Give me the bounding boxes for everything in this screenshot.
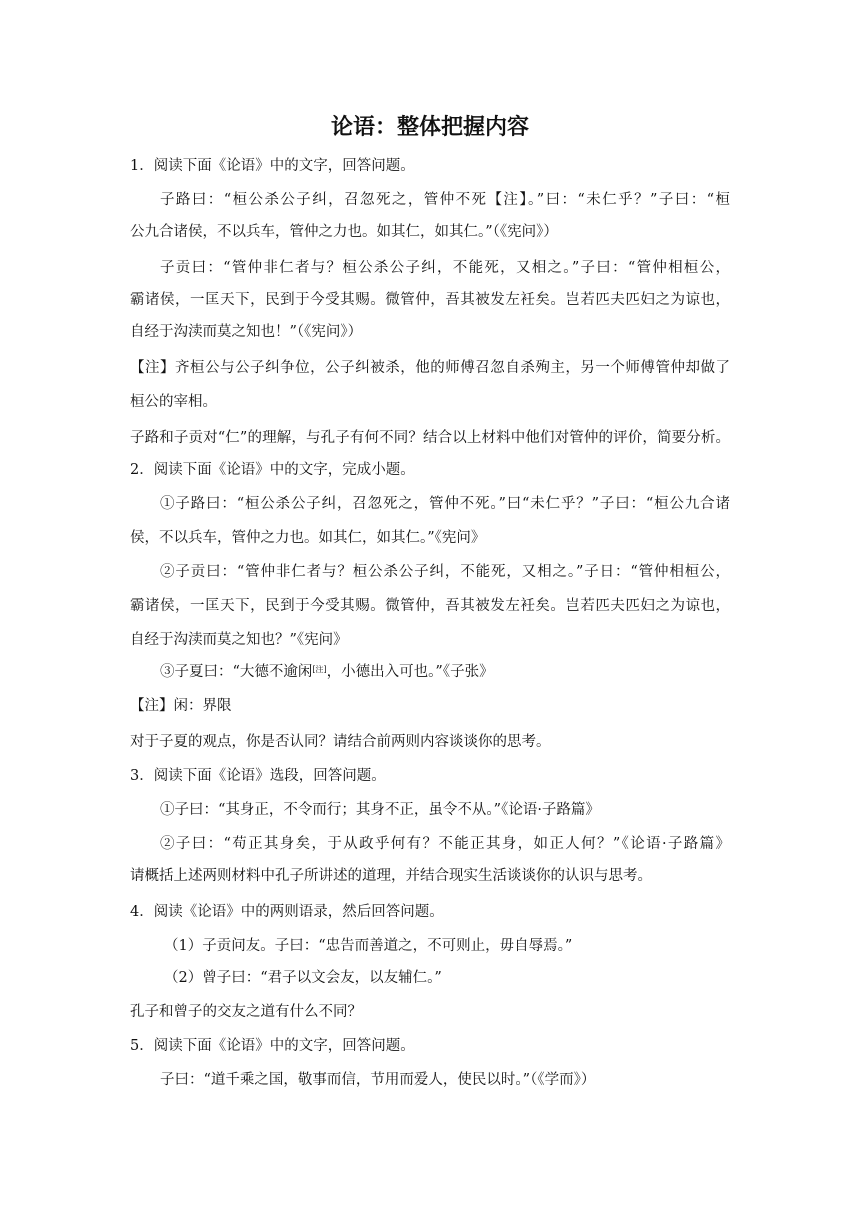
q1-passage-1-line-2: 公九合诸侯，不以兵车，管仲之力也。如其仁，如其仁。”（《宪问》） [130,224,558,240]
q2-question: 对于子夏的观点，你是否认同？请结合前两则内容谈谈你的思考。 [130,734,551,750]
q1-passage-2-line-2: 霸诸侯，一匡天下，民到于今受其赐。微管仲，吾其被发左衽矣。岂若匹夫匹妇之为谅也， [130,292,730,308]
q5-passage: 子曰：“道千乘之国，敬事而信，节用而爱人，使民以时。”（《学而》） [160,1072,596,1088]
q3-passage-2: ②子曰：“苟正其身矣，于从政乎何有？不能正其身，如正人何？”《论语·子路篇》 [160,836,730,852]
q4-quote-1: （1）子贡问友。子曰：“忠告而善道之，不可则止，毋自辱焉。” [164,938,573,954]
q2-passage-3-part-1: ③子夏曰：“大德不逾闲 [160,664,313,680]
q2-note: 【注】闲：界限 [130,698,232,714]
q3-question: 请概括上述两则材料中孔子所讲述的道理，并结合现实生活谈谈你的认识与思考。 [130,868,652,884]
question-2-prompt: 2．阅读下面《论语》中的文字，完成小题。 [130,462,415,478]
q2-passage-1-line-2: 侯，不以兵车，管仲之力也。如其仁，如其仁。”《宪问》 [130,530,486,546]
q1-question: 子路和子贡对“仁”的理解，与孔子有何不同？结合以上材料中他们对管仲的评价，简要分析。 [130,430,730,446]
q1-passage-1-line-1: 子路曰：“桓公杀公子纠，召忽死之，管仲不死【注】。”曰：“未仁乎？”子曰：“桓 [160,192,730,208]
page-title: 论语：整体把握内容 [330,115,529,140]
q2-passage-2-line-1: ②子贡曰：“管仲非仁者与？桓公杀公子纠，不能死，又相之。”子日：“管仲相桓公， [160,564,730,580]
q3-passage-1: ①子曰：“其身正，不令而行；其身不正，虽令不从。”《论语·子路篇》 [160,802,600,818]
q1-note-line-2: 桓公的宰相。 [130,394,217,410]
q2-passage-2-line-3: 自经于沟渎而莫之知也？”《宪问》 [130,632,348,648]
footnote-mark: [注] [312,665,327,674]
question-1-prompt: 1．阅读下面《论语》中的文字，回答问题。 [130,158,415,174]
question-3-prompt: 3．阅读下面《论语》选段，回答问题。 [130,768,386,784]
q2-passage-1-line-1: ①子路曰：“桓公杀公子纠，召忽死之，管仲不死。”曰“未仁乎？”子曰：“桓公九合诸 [160,496,730,512]
q4-quote-2: （2）曾子曰：“君子以文会友，以友辅仁。” [164,970,442,986]
q2-passage-3-part-2: ，小德出入可也。”《子张》 [326,664,494,680]
q2-passage-3 [160,662,730,682]
q1-passage-2-line-1: 子贡曰：“管仲非仁者与？桓公杀公子纠，不能死，又相之。”子曰：“管仲相桓公， [160,260,730,276]
q1-passage-2-line-3: 自经于沟渎而莫之知也！”（《宪问》） [130,324,363,340]
q2-passage-2-line-2: 霸诸侯，一匡天下，民到于今受其赐。微管仲，吾其被发左衽矣。岂若匹夫匹妇之为谅也， [130,598,730,614]
question-5-prompt: 5．阅读下面《论语》中的文字，回答问题。 [130,1038,415,1054]
q4-question: 孔子和曾子的交友之道有什么不同？ [130,1004,362,1020]
question-4-prompt: 4．阅读《论语》中的两则语录，然后回答问题。 [130,904,444,920]
q1-note-line-1: 【注】齐桓公与公子纠争位，公子纠被杀，他的师傅召忽自杀殉主，另一个师傅管仲却做了 [130,360,730,376]
